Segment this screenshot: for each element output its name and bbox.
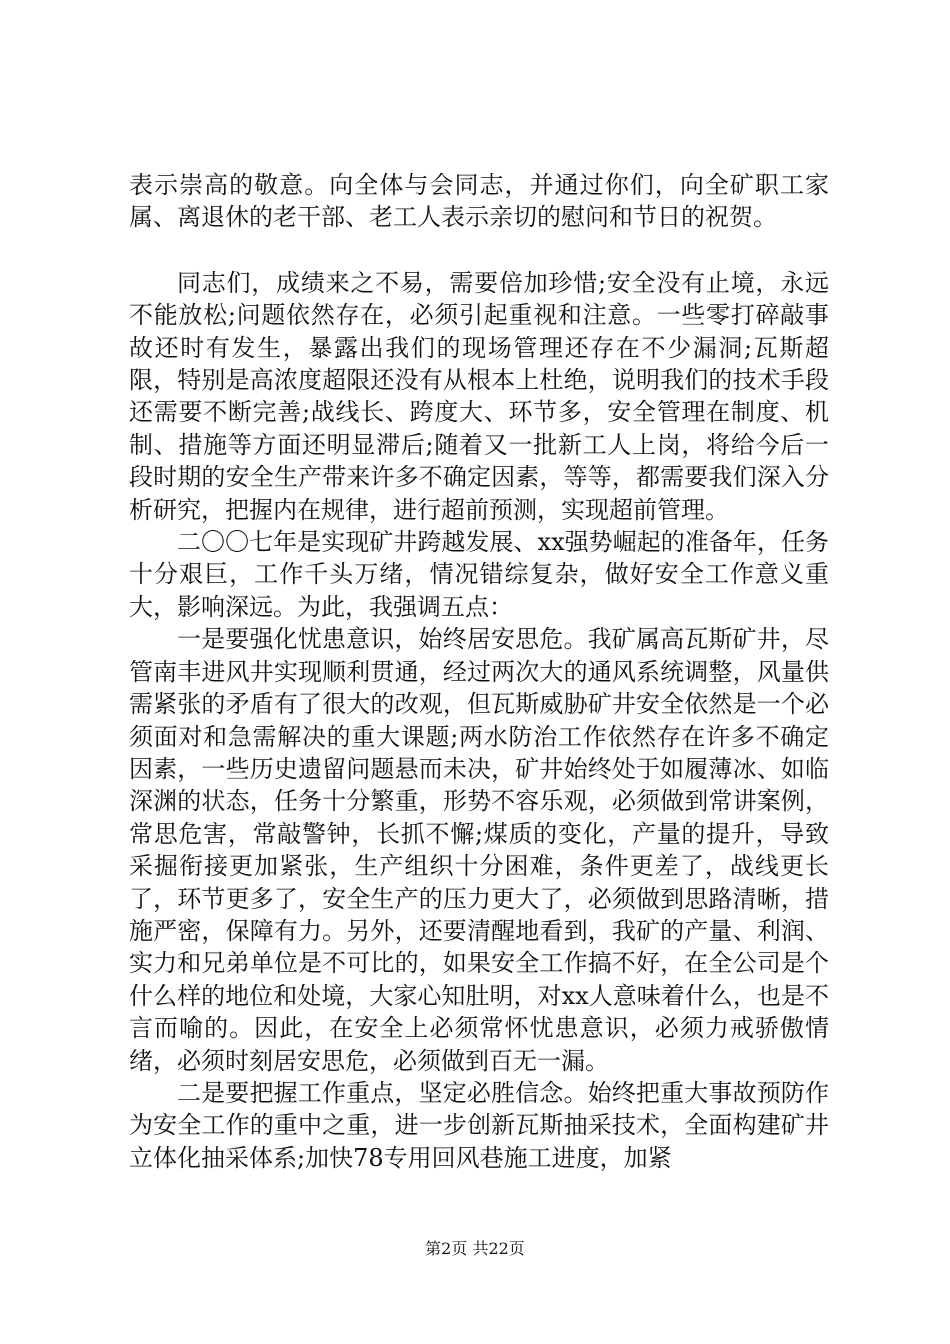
paragraph-3: 二〇〇七年是实现矿井跨越发展、xx强势崛起的准备年，任务十分艰巨，工作千头万绪，情况错综复杂，做好安全工作意义重大，影响深远。为此，我强调五点： (129, 528, 829, 621)
paragraph-1: 表示崇高的敬意。向全体与会同志，并通过你们，向全矿职工家属、离退休的老干部、老工人表示亲切的慰问和节日的祝贺。 (129, 171, 829, 232)
document-body (129, 169, 829, 1174)
paragraph-2: 同志们，成绩来之不易，需要倍加珍惜;安全没有止境，永远不能放松;问题依然存在，必须引起重视和注意。一些零打碎敲事故还时有发生，暴露出我们的现场管理还存在不少漏洞;瓦斯超限，特别是高浓度超限还没有从根本上杜绝，说明我们的技术手段还需要不断完善;战线长、跨度大、环节多，安全管理在制度、机制、措施等方面还明显滞后;随着又一批新工人上岗，将给今后一段时期的安全生产带来许多不确定因素，等等，都需要我们深入分析研究，把握内在规律，进行超前预测，实现超前管理。 (129, 268, 829, 524)
page-number-footer: 第2页 共22页 (425, 1239, 525, 1258)
paragraph-5: 二是要把握工作重点，坚定必胜信念。始终把重大事故预防作为安全工作的重中之重，进一步创新瓦斯抽采技术，全面构建矿井立体化抽采体系;加快78专用回风巷施工进度，加紧 (129, 1078, 829, 1172)
paragraph-4: 一是要强化忧患意识，始终居安思危。我矿属高瓦斯矿井，尽管南丰进风井实现顺利贯通，经过两次大的通风系统调整，风量供需紧张的矛盾有了很大的改观，但瓦斯威胁矿井安全依然是一个必须面对和急需解决的重大课题;两水防治工作依然存在许多不确定因素，一些历史遗留问题悬而未决，矿井始终处于如履薄冰、如临深渊的状态，任务十分繁重，形势不容乐观，必须做到常讲案例，常思危害，常敲警钟，长抓不懈;煤质的变化，产量的提升，导致采掘衔接更加紧张，生产组织十分困难，条件更差了，战线更长了，环节更多了，安全生产的压力更大了，必须做到思路清晰，措施严密，保障有力。另外，还要清醒地看到，我矿的产量、利润、实力和兄弟单位是不可比的，如果安全工作搞不好，在全公司是个什么样的地位和处境，大家心知肚明，对xx人意味着什么，也是不言而喻的。因此，在安全上必须常怀忧患意识，必须力戒骄傲情绪，必须时刻居安思危，必须做到百无一漏。 (129, 625, 829, 1075)
